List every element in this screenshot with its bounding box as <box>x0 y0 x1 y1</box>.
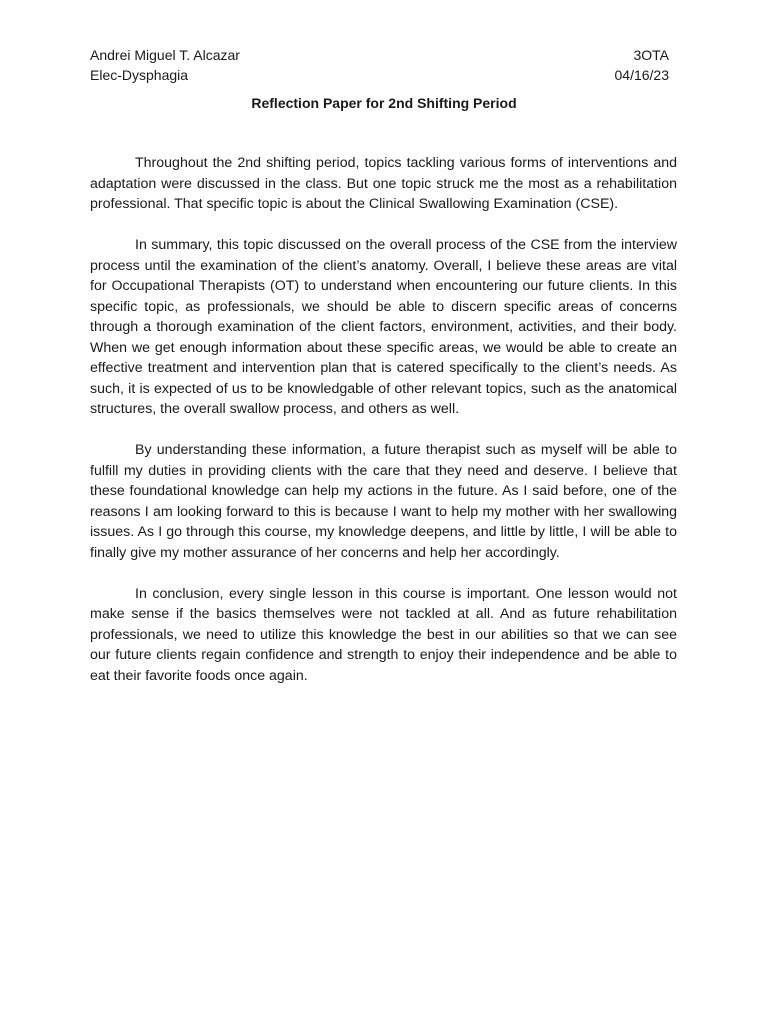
class-section: 3OTA <box>633 47 669 63</box>
paragraph-4: In conclusion, every single lesson in this course is important. One lesson would not make sense if the basics themselves were not tackled at all. And as future rehabilitation professionals, we need to utilize this knowledge the best in our abilities so that we can see our future clients regain confidence and strength to enjoy their independence and be able to eat their favorite foods once again. <box>90 585 677 684</box>
paragraph-2: In summary, this topic discussed on the overall process of the CSE from the interview process until the examination of the client’s anatomy. Overall, I believe these areas are vital for Occupational Therapists (OT) to understand when encountering our future clients. In this specific topic, as professionals, we should be able to discern specific areas of concerns through a thorough examination of the client factors, environment, activities, and their body. When we get enough information about these specific areas, we would be able to create an effective treatment and intervention plan that is catered specifically to the client’s needs. As such, it is expected of us to be knowledgable of other relevant topics, such as the anatomical structures, the overall swallow process, and others as well. <box>90 237 677 417</box>
document-date: 04/16/23 <box>614 67 669 83</box>
paragraph-3: By understanding these information, a future therapist such as myself will be able to fulfill my duties in providing clients with the care that they need and deserve. I believe that these foundational knowledge can help my actions in the future. As I said before, one of the reasons I am looking forward to this is because I want to help my mother with her swallowing issues. As I go through this course, my knowledge deepens, and little by little, I will be able to finally give my mother assurance of her concerns and help her accordingly. <box>90 442 677 561</box>
document-header <box>90 45 669 85</box>
paragraph-1: Throughout the 2nd shifting period, topics tackling various forms of interventions and adaptation were discussed in the class. But one topic struck me the most as a rehabilitation professional. That specific topic is about the Clinical Swallowing Examination (CSE). <box>90 155 677 212</box>
header-row-2 <box>90 65 669 85</box>
page-title: Reflection Paper for 2nd Shifting Period <box>251 95 517 111</box>
document-body <box>90 153 677 707</box>
header-row-1 <box>90 45 669 65</box>
author-name: Andrei Miguel T. Alcazar <box>90 47 240 63</box>
course-name: Elec-Dysphagia <box>90 67 189 83</box>
